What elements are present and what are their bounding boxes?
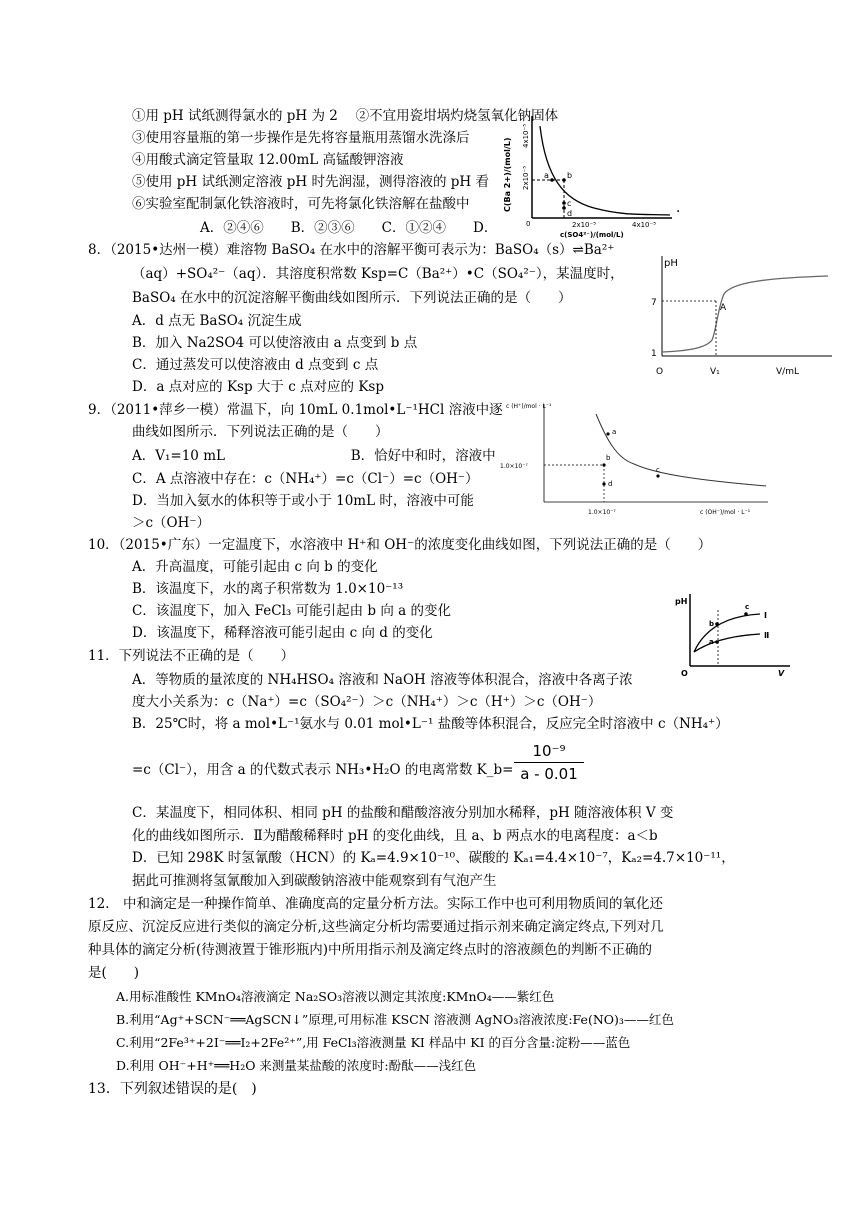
- q10-option-c: C．该温度下，加入 FeCl₃ 可能引起由 b 向 a 的变化: [132, 603, 451, 619]
- baso4-label-a: a: [544, 171, 549, 180]
- q11-option-b-1: B．25℃时，将 a mol•L⁻¹氨水与 0.01 mol•L⁻¹ 盐酸等体积混合，反应完全时溶液中 c（NH₄⁺）: [132, 716, 729, 732]
- ph-origin: O: [656, 367, 664, 377]
- q7-options: A．②④⑥ B．②③⑥ C．①②④ D．: [200, 220, 498, 236]
- hoh-ylabel: c (H⁺)/mol · L⁻¹: [506, 403, 552, 410]
- baso4-xtick-2: 2x10⁻⁵: [572, 221, 597, 229]
- q8-option-a: A．d 点无 BaSO₄ 沉淀生成: [132, 313, 302, 329]
- hoh-ytick: 1.0×10⁻⁷: [500, 463, 528, 470]
- q10-stem: 10．（2015•广东）一定温度下，水溶液中 H⁺和 OH⁻的浓度变化曲线如图，下列说法正确的是（ ）: [88, 537, 712, 553]
- q12-stem-2: 原反应、沉淀反应进行类似的滴定分析,这些滴定分析均需要通过指示剂来确定滴定终点,下列对几: [88, 919, 664, 935]
- dilute-label-a: a: [709, 638, 714, 646]
- baso4-label-c: c: [567, 199, 572, 208]
- dilute-series-2: Ⅱ: [764, 631, 770, 640]
- q9-stem-2: 曲线如图所示．下列说法正确的是（ ）: [132, 424, 389, 440]
- h-oh-concentration-figure: [496, 398, 782, 530]
- q11-option-a-2: 度大小关系为：c（Na⁺）=c（SO₄²⁻）＞c（NH₄⁺）＞c（H⁺）＞c（OH⁻）: [132, 694, 602, 710]
- q10-option-a: A．升高温度，可能引起由 c 向 b 的变化: [132, 559, 378, 575]
- q8-stem-1: 8．（2015•达州一模）难溶物 BaSO₄ 在水中的溶解平衡可表示为：BaSO₄（s）⇌Ba²⁺: [88, 242, 615, 258]
- q12-stem-1: 12. 中和滴定是一种操作简单、准确度高的定量分析方法。实际工作中也可利用物质间的氧化还: [88, 896, 663, 912]
- baso4-ytick-2: 2x10⁻⁵: [522, 165, 530, 190]
- dilute-origin: O: [681, 669, 688, 678]
- ph-point-a: A: [720, 303, 727, 313]
- q11-option-d-2: 据此可推测将氢氰酸加入到碳酸钠溶液中能观察到有气泡产生: [132, 873, 497, 889]
- q9-option-c: C．A 点溶液中存在：c（NH₄⁺）=c（Cl⁻）=c（OH⁻）: [132, 471, 479, 487]
- hoh-label-c: c: [656, 466, 660, 474]
- q7-item-3: ③使用容量瓶的第一步操作是先将容量瓶用蒸馏水洗涤后: [132, 130, 470, 146]
- q11-option-b-2: =c（Cl⁻），用含 a 的代数式表示 NH₃•H₂O 的电离常数 K_b=: [132, 762, 514, 778]
- q9-option-d-1: D．当加入氨水的体积等于或小于 10mL 时，溶液中可能: [132, 493, 474, 509]
- q8-stem-3: BaSO₄ 在水中的沉淀溶解平衡曲线如图所示．下列说法正确的是（ ）: [132, 290, 572, 306]
- q8-option-d: D．a 点对应的 Ksp 大于 c 点对应的 Ksp: [132, 379, 384, 395]
- hoh-label-b: b: [606, 454, 611, 462]
- q11-option-d-1: D．已知 298K 时氢氰酸（HCN）的 Kₐ=4.9×10⁻¹⁰、碳酸的 Kₐ₁=4.4×10⁻⁷，Kₐ₂=4.7×10⁻¹¹，: [132, 850, 735, 866]
- ph-xlabel: V/mL: [776, 367, 799, 377]
- baso4-label-d: d: [567, 209, 573, 218]
- q12-option-d: D.利用 OH⁻+H⁺══H₂O 来测量某盐酸的浓度时:酚酞——浅红色: [116, 1058, 477, 1073]
- kb-numerator: 10⁻⁹: [532, 742, 566, 760]
- baso4-label-b: b: [567, 171, 573, 180]
- q8-option-c: C．通过蒸发可以使溶液由 d 点变到 c 点: [132, 357, 379, 373]
- q11-option-a-1: A．等物质的量浓度的 NH₄HSO₄ 溶液和 NaOH 溶液等体积混合，溶液中各离子浓: [132, 672, 633, 688]
- baso4-solubility-figure: [494, 108, 684, 240]
- ph-tick-1: 1: [651, 349, 657, 359]
- dilute-series-1: Ⅰ: [764, 611, 767, 620]
- q9-option-d-2: ＞c（OH⁻）: [132, 515, 211, 531]
- ph-ylabel: pH: [664, 258, 678, 269]
- kb-fraction: [514, 742, 584, 783]
- q7-item-6: ⑥实验室配制氯化铁溶液时，可先将氯化铁溶解在盐酸中: [132, 196, 470, 212]
- q11-option-c-2: 化的曲线如图所示．Ⅱ为醋酸稀释时 pH 的变化曲线，且 a、b 两点水的电离程度：a＜b: [132, 828, 658, 844]
- baso4-origin: 0: [526, 220, 531, 228]
- q11-option-c-1: C．某温度下，相同体积、相同 pH 的盐酸和醋酸溶液分别加水稀释，pH 随溶液体积 V 变: [132, 805, 674, 821]
- q12-option-a: A.用标准酸性 KMnO₄溶液滴定 Na₂SO₃溶液以测定其浓度:KMnO₄——紫红色: [116, 989, 555, 1004]
- dilute-ylabel: pH: [675, 597, 688, 606]
- q12-option-c: C.利用“2Fe³⁺+2I⁻══I₂+2Fe²⁺”,用 FeCl₃溶液测量 KI 样品中 KI 的百分含量:淀粉——蓝色: [116, 1035, 631, 1050]
- dilute-label-c: c: [745, 603, 750, 611]
- q8-stem-2: （aq）+SO₄²⁻（aq）．其溶度积常数 Ksp=C（Ba²⁺）•C（SO₄²⁻），某温度时，: [132, 266, 624, 282]
- q10-option-b: B．该温度下，水的离子积常数为 1.0×10⁻¹³: [132, 581, 404, 597]
- q10-option-d: D．该温度下，稀释溶液可能引起由 c 向 d 的变化: [132, 625, 433, 641]
- baso4-xtick-4: 4x10⁻⁵: [632, 221, 657, 229]
- q11-stem: 11．下列说法不正确的是（ ）: [88, 648, 295, 664]
- fraction-bar: [514, 762, 584, 763]
- dilution-ph-figure: [674, 590, 798, 682]
- q9-option-ab: A．V₁=10 mL B．恰好中和时，溶液中: [132, 448, 496, 464]
- q12-option-b: B.利用“Ag⁺+SCN⁻══AgSCN↓”原理,可用标准 KSCN 溶液测 AgNO₃溶液浓度:Fe(NO)₃——红色: [116, 1012, 674, 1027]
- hoh-xlabel: c (OH⁻)/mol · L⁻¹: [700, 509, 751, 516]
- baso4-xlabel: c(SO4²⁻)/(mol/L): [560, 231, 624, 239]
- hoh-label-d: d: [608, 480, 613, 488]
- q7-item-4: ④用酸式滴定管量取 12.00mL 高锰酸钾溶液: [132, 152, 404, 168]
- q8-option-b: B．加入 Na2SO4 可以使溶液由 a 点变到 b 点: [132, 335, 418, 351]
- hoh-xtick: 1.0×10⁻⁷: [588, 509, 616, 516]
- titration-ph-figure: [648, 252, 844, 384]
- ph-tick-v1: V₁: [710, 367, 720, 377]
- kb-denominator: a - 0.01: [520, 765, 578, 783]
- q12-stem-4: 是( ): [88, 965, 140, 981]
- ph-tick-7: 7: [651, 298, 657, 308]
- q7-trail: .: [676, 200, 681, 216]
- hoh-label-a: a: [612, 428, 617, 436]
- q12-stem-3: 种具体的滴定分析(待测液置于锥形瓶内)中所用指示剂及滴定终点时的溶液颜色的判断不正确的: [88, 942, 653, 958]
- dilute-label-b: b: [709, 620, 715, 628]
- q7-item-1: ①用 pH 试纸测得氯水的 pH 为 2 ②不宜用瓷坩埚灼烧氢氧化钠固体: [132, 108, 559, 124]
- q13-stem: 13．下列叙述错误的是( ): [88, 1081, 257, 1097]
- baso4-ytick-4: 4x10⁻⁵: [522, 123, 530, 148]
- q9-stem-1: 9．（2011•萍乡一模）常温下，向 10mL 0.1mol•L⁻¹HCl 溶液中逐: [88, 402, 503, 418]
- dilute-xlabel: V: [778, 669, 785, 678]
- baso4-ylabel: C(Ba 2+)/(mol/L): [503, 137, 512, 212]
- q7-item-5: ⑤使用 pH 试纸测定溶液 pH 时先润湿，测得溶液的 pH 看: [132, 174, 489, 190]
